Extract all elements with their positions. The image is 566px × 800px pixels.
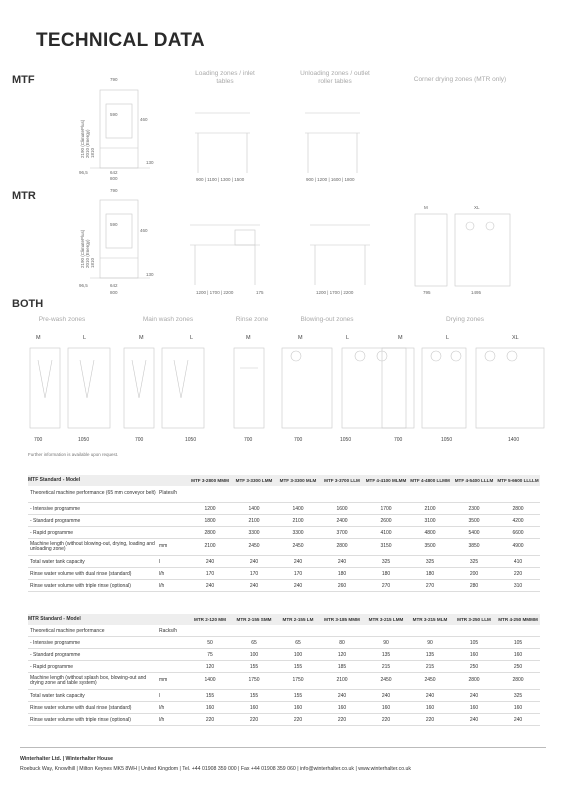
model-header: MTR 2-155 LM — [282, 616, 314, 622]
table-row — [28, 649, 540, 661]
zone-label: L — [446, 335, 450, 341]
mtr-spec-table — [28, 614, 540, 726]
model-header: MTF 3-3300 LMM — [235, 477, 273, 483]
table-cell: 160 — [496, 649, 540, 661]
table-cell: 215 — [408, 661, 452, 673]
table-cell — [188, 625, 232, 637]
model-header: MTR 4-250 MMMM — [498, 616, 538, 622]
row-label: Theoretical machine performance (65 mm conveyor belt) — [28, 486, 156, 503]
table-cell — [364, 625, 408, 637]
row-unit: Plates/h — [156, 486, 188, 503]
caption-drying: Drying zones — [446, 316, 484, 323]
row-unit — [156, 661, 188, 673]
zone-label: M — [246, 335, 251, 341]
table-cell — [232, 625, 276, 637]
row-unit: l — [156, 690, 188, 702]
table-cell: 1200 — [188, 503, 232, 515]
table-cell: 155 — [276, 661, 320, 673]
mtf-dim-height: 2190 (ClimatePlus) 2010 (Energy) 1810 — [80, 119, 95, 158]
table-cell: 100 — [276, 649, 320, 661]
table-cell: 220 — [364, 714, 408, 726]
table-row — [28, 690, 540, 702]
row-unit: mm — [156, 539, 188, 556]
zone-width: 1400 — [508, 437, 520, 443]
table-cell: 240 — [364, 690, 408, 702]
model-header: MTF 4-4800 LLMM — [410, 477, 450, 483]
zone-label: L — [346, 335, 350, 341]
row-unit: l/h — [156, 580, 188, 592]
row-unit — [156, 649, 188, 661]
table-cell: 250 — [452, 661, 496, 673]
table-cell: 240 — [408, 690, 452, 702]
mtf-dim-bottom-a: 642 — [110, 170, 118, 175]
row-unit: l/h — [156, 714, 188, 726]
table-cell: 6600 — [496, 527, 540, 539]
mtf-dim-loading: 900 | 1100 | 1300 | 1500 — [196, 177, 245, 182]
zone-width: 700 — [294, 437, 303, 443]
table-cell: 160 — [364, 702, 408, 714]
table-cell: 240 — [232, 556, 276, 568]
row-unit: l — [156, 556, 188, 568]
table-cell: 240 — [276, 556, 320, 568]
row-label: - Standard programme — [28, 649, 156, 661]
table-row — [28, 515, 540, 527]
table-cell: 160 — [188, 702, 232, 714]
mtr-corner-drawing — [410, 210, 520, 288]
table-cell: 3850 — [452, 539, 496, 556]
table-cell: 220 — [188, 714, 232, 726]
zone-label: M — [298, 335, 303, 341]
table-cell: 3500 — [452, 515, 496, 527]
caption-rinse: Rinse zone — [235, 316, 269, 323]
table-row — [28, 637, 540, 649]
mtr-dim-inner-w: 590 — [110, 222, 118, 227]
row-label: Rinse water volume with triple rinse (optional) — [28, 714, 156, 726]
table-cell: 65 — [232, 637, 276, 649]
table-cell: 2100 — [276, 515, 320, 527]
mtf-dim-top: 790 — [110, 77, 118, 82]
mtf-unloading-drawing — [300, 98, 370, 178]
mtr-dim-top: 790 — [110, 188, 118, 193]
table-row — [28, 702, 540, 714]
row-label: Total water tank capacity — [28, 556, 156, 568]
mtf-dim-side: 130 — [146, 160, 154, 165]
table-cell — [452, 625, 496, 637]
model-header: MTF 3-3300 MLM — [279, 477, 317, 483]
table-cell: 160 — [276, 702, 320, 714]
caption-prewash: Pre-wash zones — [38, 316, 86, 323]
table-cell: 160 — [496, 702, 540, 714]
table-cell: 250 — [496, 661, 540, 673]
model-header: MTR 2-120 MM — [194, 616, 226, 622]
table-cell: 1400 — [188, 673, 232, 690]
table-cell: 220 — [276, 714, 320, 726]
table-cell: 75 — [188, 649, 232, 661]
table-cell: 65 — [276, 637, 320, 649]
mtr-dim-loading-b: 175 — [256, 290, 264, 295]
table-cell: 105 — [452, 637, 496, 649]
model-header: MTR 3-185 MMM — [324, 616, 360, 622]
zone-label: M — [139, 335, 144, 341]
table-header-row — [28, 475, 540, 486]
table-cell: 3700 — [320, 527, 364, 539]
mtr-loading-drawing — [180, 205, 270, 290]
mtr-dim-loading: 1200 | 1700 | 2200 — [196, 290, 234, 295]
zones-drawing — [20, 338, 552, 433]
row-unit: l/h — [156, 702, 188, 714]
table-row — [28, 714, 540, 726]
table-cell: 215 — [364, 661, 408, 673]
model-header: MTF 3-3700 LLM — [324, 477, 360, 483]
zone-width: 1050 — [78, 437, 90, 443]
mtf-dim-inner-w: 590 — [110, 112, 118, 117]
corner-label-m: M — [424, 205, 428, 210]
model-header: MTF 4-5400 LLLM — [454, 477, 494, 483]
table-cell: 2400 — [320, 515, 364, 527]
table-cell: 50 — [188, 637, 232, 649]
table-cell — [320, 486, 364, 503]
mtf-dim-left: 96,5 — [79, 170, 88, 175]
table-row — [28, 580, 540, 592]
table-cell: 2800 — [188, 527, 232, 539]
table-cell: 1800 — [188, 515, 232, 527]
mtr-dim-height: 2190 (ClimatePlus) 2010 (Energy) 1810 — [80, 229, 95, 268]
table-cell: 240 — [452, 714, 496, 726]
table-cell: 240 — [188, 580, 232, 592]
caption-corner: Corner drying zones (MTR only) — [413, 76, 507, 83]
table-cell: 2100 — [408, 503, 452, 515]
mtr-dim-left: 96,5 — [79, 283, 88, 288]
mtr-dim-unloading: 1200 | 1700 | 2200 — [316, 290, 354, 295]
model-header: MTR 3-215 MLM — [412, 616, 448, 622]
table-cell: 170 — [232, 568, 276, 580]
footer-company: Winterhalter Ltd. | Winterhalter House — [20, 756, 114, 762]
model-header: MTF 5-6600 LLLLM — [497, 477, 539, 483]
table-cell: 220 — [320, 714, 364, 726]
table-cell: 280 — [452, 580, 496, 592]
model-header: MTR 3-250 LLM — [457, 616, 491, 622]
zone-width: 1050 — [340, 437, 352, 443]
zone-width: 1050 — [185, 437, 197, 443]
table-cell — [408, 625, 452, 637]
table-cell: 155 — [188, 690, 232, 702]
caption-blowing: Blowing-out zones — [300, 316, 354, 323]
table-cell: 80 — [320, 637, 364, 649]
table-cell: 3300 — [276, 527, 320, 539]
row-unit: mm — [156, 673, 188, 690]
mtr-dim-inner-h: 460 — [140, 228, 148, 233]
table-cell: 90 — [364, 637, 408, 649]
table-cell: 2100 — [188, 539, 232, 556]
table-cell: 325 — [364, 556, 408, 568]
row-label: - Standard programme — [28, 515, 156, 527]
zone-label: M — [36, 335, 41, 341]
row-label: - Rapid programme — [28, 527, 156, 539]
table-cell: 1400 — [276, 503, 320, 515]
table-cell: 2800 — [496, 503, 540, 515]
table-cell: 325 — [452, 556, 496, 568]
mtf-table-body — [28, 475, 540, 592]
table-row — [28, 527, 540, 539]
mtr-table-body — [28, 614, 540, 726]
table-cell: 105 — [496, 637, 540, 649]
table-cell: 240 — [320, 690, 364, 702]
zone-width: 700 — [244, 437, 253, 443]
table-row — [28, 556, 540, 568]
mtr-unloading-drawing — [300, 205, 380, 290]
table-cell: 240 — [320, 556, 364, 568]
table-row — [28, 673, 540, 690]
table-cell: 160 — [232, 702, 276, 714]
table-cell: 2300 — [452, 503, 496, 515]
table-cell: 3300 — [232, 527, 276, 539]
table-cell — [188, 486, 232, 503]
model-header: MTR 2-155 SMM — [236, 616, 272, 622]
table-cell — [320, 625, 364, 637]
model-header: MTF 4-4100 MLMM — [365, 477, 407, 483]
table-cell: 260 — [320, 580, 364, 592]
table-row — [28, 568, 540, 580]
mtr-dim-bottom-b: 800 — [110, 290, 118, 295]
section-mtf: MTF — [12, 74, 35, 86]
zone-label: L — [190, 335, 194, 341]
table-cell: 4900 — [496, 539, 540, 556]
row-label: Rinse water volume with dual rinse (standard) — [28, 568, 156, 580]
footer-address: Roebuck Way, Knowlhill | Milton Keynes MK5 8WH | United Kingdom | Tel. +44 01908 359 000 | Fax +44 01908 359 060 | info@winterhalter.co.uk | www.winterhalter.co.uk — [20, 766, 411, 772]
table-cell: 2800 — [496, 673, 540, 690]
caption-loading: Loading zones / inlet tables — [195, 70, 255, 85]
table-cell — [452, 486, 496, 503]
table-cell: 240 — [232, 580, 276, 592]
table-cell: 220 — [496, 568, 540, 580]
table-cell: 2450 — [364, 673, 408, 690]
row-label: Machine length (without blowing-out, drying, loading and unloading zone) — [28, 539, 156, 556]
table-cell: 2450 — [408, 673, 452, 690]
table-cell: 1400 — [232, 503, 276, 515]
table-cell — [276, 625, 320, 637]
table-cell: 270 — [364, 580, 408, 592]
row-label: - Intensive programme — [28, 637, 156, 649]
table-cell: 90 — [408, 637, 452, 649]
table-cell: 1750 — [232, 673, 276, 690]
table-row — [28, 625, 540, 637]
mtf-dim-unloading: 900 | 1200 | 1600 | 1800 — [306, 177, 355, 182]
table-cell: 185 — [320, 661, 364, 673]
row-label: - Intensive programme — [28, 503, 156, 515]
table-header-label: MTF Standard - Model — [28, 476, 81, 483]
table-cell: 240 — [276, 580, 320, 592]
table-cell: 170 — [188, 568, 232, 580]
mtf-loading-drawing — [190, 98, 260, 178]
table-cell: 220 — [408, 714, 452, 726]
row-label: Theoretical machine performance — [28, 625, 156, 637]
table-cell: 1700 — [364, 503, 408, 515]
table-cell: 2100 — [232, 515, 276, 527]
model-header: MTR 3-215 LMM — [368, 616, 404, 622]
table-cell: 135 — [408, 649, 452, 661]
table-cell: 155 — [232, 690, 276, 702]
mtf-spec-table — [28, 475, 540, 592]
mtr-dim-bottom-a: 642 — [110, 283, 118, 288]
table-cell: 155 — [276, 690, 320, 702]
table-cell: 3500 — [408, 539, 452, 556]
table-header-row — [28, 614, 540, 625]
table-cell: 4800 — [408, 527, 452, 539]
zone-width: 700 — [394, 437, 403, 443]
table-cell — [276, 486, 320, 503]
table-cell: 160 — [408, 702, 452, 714]
zone-width: 700 — [34, 437, 43, 443]
table-cell: 120 — [188, 661, 232, 673]
table-row — [28, 503, 540, 515]
table-cell: 160 — [320, 702, 364, 714]
table-cell: 100 — [232, 649, 276, 661]
table-cell: 200 — [452, 568, 496, 580]
table-header-label: MTR Standard - Model — [28, 615, 81, 622]
corner-width-m: 795 — [423, 290, 431, 295]
table-cell: 240 — [188, 556, 232, 568]
table-cell: 270 — [408, 580, 452, 592]
row-label: - Rapid programme — [28, 661, 156, 673]
zone-label: XL — [512, 335, 519, 341]
table-cell: 2450 — [232, 539, 276, 556]
table-cell: 4100 — [364, 527, 408, 539]
table-cell — [496, 625, 540, 637]
table-cell: 1600 — [320, 503, 364, 515]
footer-divider — [20, 747, 546, 748]
table-cell: 3100 — [408, 515, 452, 527]
table-cell: 220 — [232, 714, 276, 726]
table-row — [28, 539, 540, 556]
zone-width: 700 — [135, 437, 144, 443]
caption-unloading: Unloading zones / outlet roller tables — [300, 70, 370, 85]
table-cell: 120 — [320, 649, 364, 661]
row-label: Total water tank capacity — [28, 690, 156, 702]
table-cell: 2800 — [320, 539, 364, 556]
table-cell: 240 — [452, 690, 496, 702]
table-cell: 160 — [452, 649, 496, 661]
table-cell: 170 — [276, 568, 320, 580]
table-cell — [364, 486, 408, 503]
table-cell: 240 — [496, 714, 540, 726]
table-cell — [232, 486, 276, 503]
table-cell: 410 — [496, 556, 540, 568]
mtr-dim-side: 130 — [146, 272, 154, 277]
table-cell: 3150 — [364, 539, 408, 556]
table-cell: 4200 — [496, 515, 540, 527]
row-label: Rinse water volume with triple rinse (optional) — [28, 580, 156, 592]
row-unit — [156, 515, 188, 527]
mtf-dim-bottom-b: 800 — [110, 176, 118, 181]
section-both: BOTH — [12, 298, 44, 310]
table-cell: 2100 — [320, 673, 364, 690]
table-cell: 5400 — [452, 527, 496, 539]
table-cell: 2450 — [276, 539, 320, 556]
table-cell: 2600 — [364, 515, 408, 527]
table-cell: 155 — [232, 661, 276, 673]
section-mtr: MTR — [12, 190, 36, 202]
zone-label: M — [398, 335, 403, 341]
table-cell: 180 — [320, 568, 364, 580]
table-cell: 325 — [496, 690, 540, 702]
table-cell — [408, 486, 452, 503]
row-label: Machine length (without splash box, blowing-out and drying zone and table system) — [28, 673, 156, 690]
zone-label: L — [83, 335, 87, 341]
corner-width-xl: 1495 — [471, 290, 482, 295]
table-cell: 2800 — [452, 673, 496, 690]
footnote: Further information is available upon request. — [28, 452, 119, 457]
row-unit — [156, 637, 188, 649]
corner-label-xl: XL — [474, 205, 480, 210]
zone-width: 1050 — [441, 437, 453, 443]
row-unit — [156, 527, 188, 539]
row-unit: Racks/h — [156, 625, 188, 637]
row-unit — [156, 503, 188, 515]
table-cell: 180 — [408, 568, 452, 580]
mtf-dim-inner-h: 460 — [140, 117, 148, 122]
table-cell: 1750 — [276, 673, 320, 690]
caption-mainwash: Main wash zones — [142, 316, 194, 323]
table-cell: 310 — [496, 580, 540, 592]
row-unit: l/h — [156, 568, 188, 580]
table-cell: 135 — [364, 649, 408, 661]
model-header: MTF 3-2800 MMM — [191, 477, 229, 483]
row-label: Rinse water volume with dual rinse (standard) — [28, 702, 156, 714]
table-row — [28, 661, 540, 673]
table-cell: 160 — [452, 702, 496, 714]
table-cell: 325 — [408, 556, 452, 568]
table-row — [28, 486, 540, 503]
table-cell — [496, 486, 540, 503]
page-title: TECHNICAL DATA — [36, 30, 205, 51]
table-cell: 180 — [364, 568, 408, 580]
